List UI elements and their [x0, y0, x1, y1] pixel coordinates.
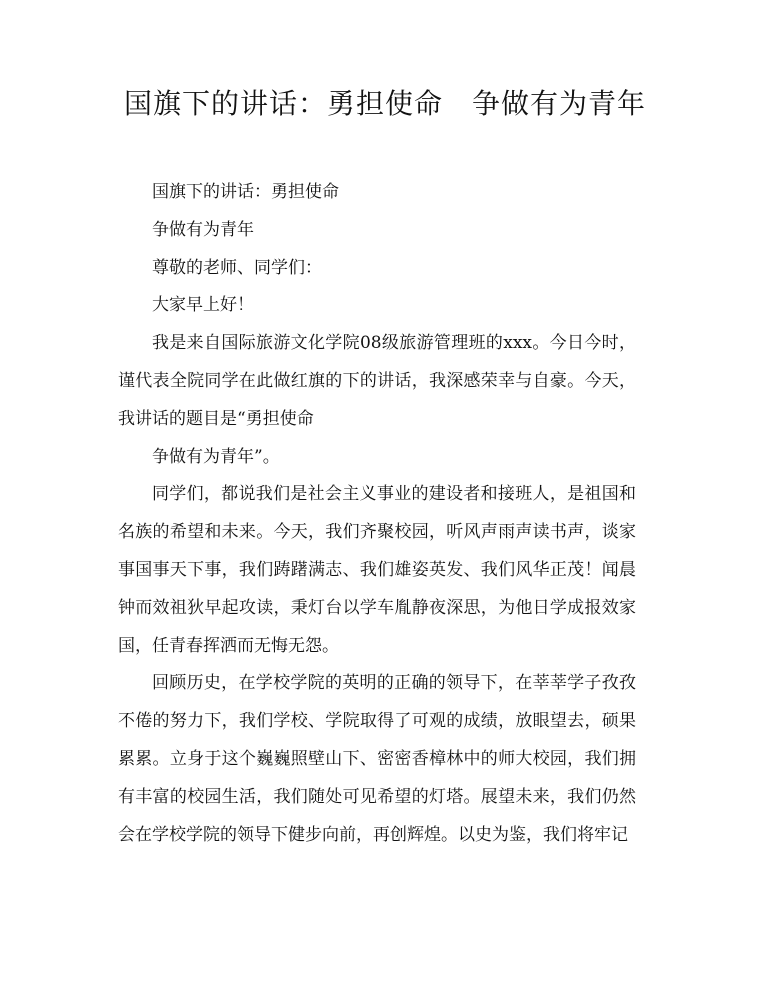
paragraph-subtitle: 争做有为青年	[152, 219, 254, 240]
document-body	[118, 174, 636, 854]
paragraph-salutation: 尊敬的老师、同学们：	[152, 257, 322, 278]
paragraph-good-morning: 大家早上好！	[152, 295, 254, 316]
paragraph-students: 同学们，都说我们是社会主义事业的建设者和接班人，是祖国和名族的希望和未来。今天，我们齐聚校园，听风声雨声读书声，谈家事国事天下事，我们踌躇满志、我们雄姿英发、我们风华正茂！闻晨钟而效祖狄早起攻读，秉灯台以学车胤静夜深思，为他日学成报效家国，任青春挥洒而无悔无怨。	[118, 484, 636, 656]
paragraph-greeting-title: 国旗下的讲话：勇担使命	[152, 182, 339, 202]
paragraph-introduction: 我是来自国际旅游文化学院08级旅游管理班的xxx。今日今时，谨代表全院同学在此做红旗的下的讲话，我深感荣幸与自豪。今天，我讲话的题目是“勇担使命	[118, 333, 636, 429]
paragraph-history: 回顾历史，在学校学院的英明的正确的领导下，在莘莘学子孜孜不倦的努力下，我们学校、学院取得了可观的成绩，放眼望去，硕果累累。立身于这个巍巍照壁山下、密密香樟林中的师大校园，我们拥有丰富的校园生活，我们随处可见希望的灯塔。展望未来，我们仍然会在学校学院的领导下健步向前，再创辉煌。以史为鉴，我们将牢记	[118, 673, 636, 845]
paragraph-topic-continuation: 争做有为青年”。	[152, 446, 280, 467]
document-title: 国旗下的讲话：勇担使命 争做有为青年	[123, 87, 646, 120]
